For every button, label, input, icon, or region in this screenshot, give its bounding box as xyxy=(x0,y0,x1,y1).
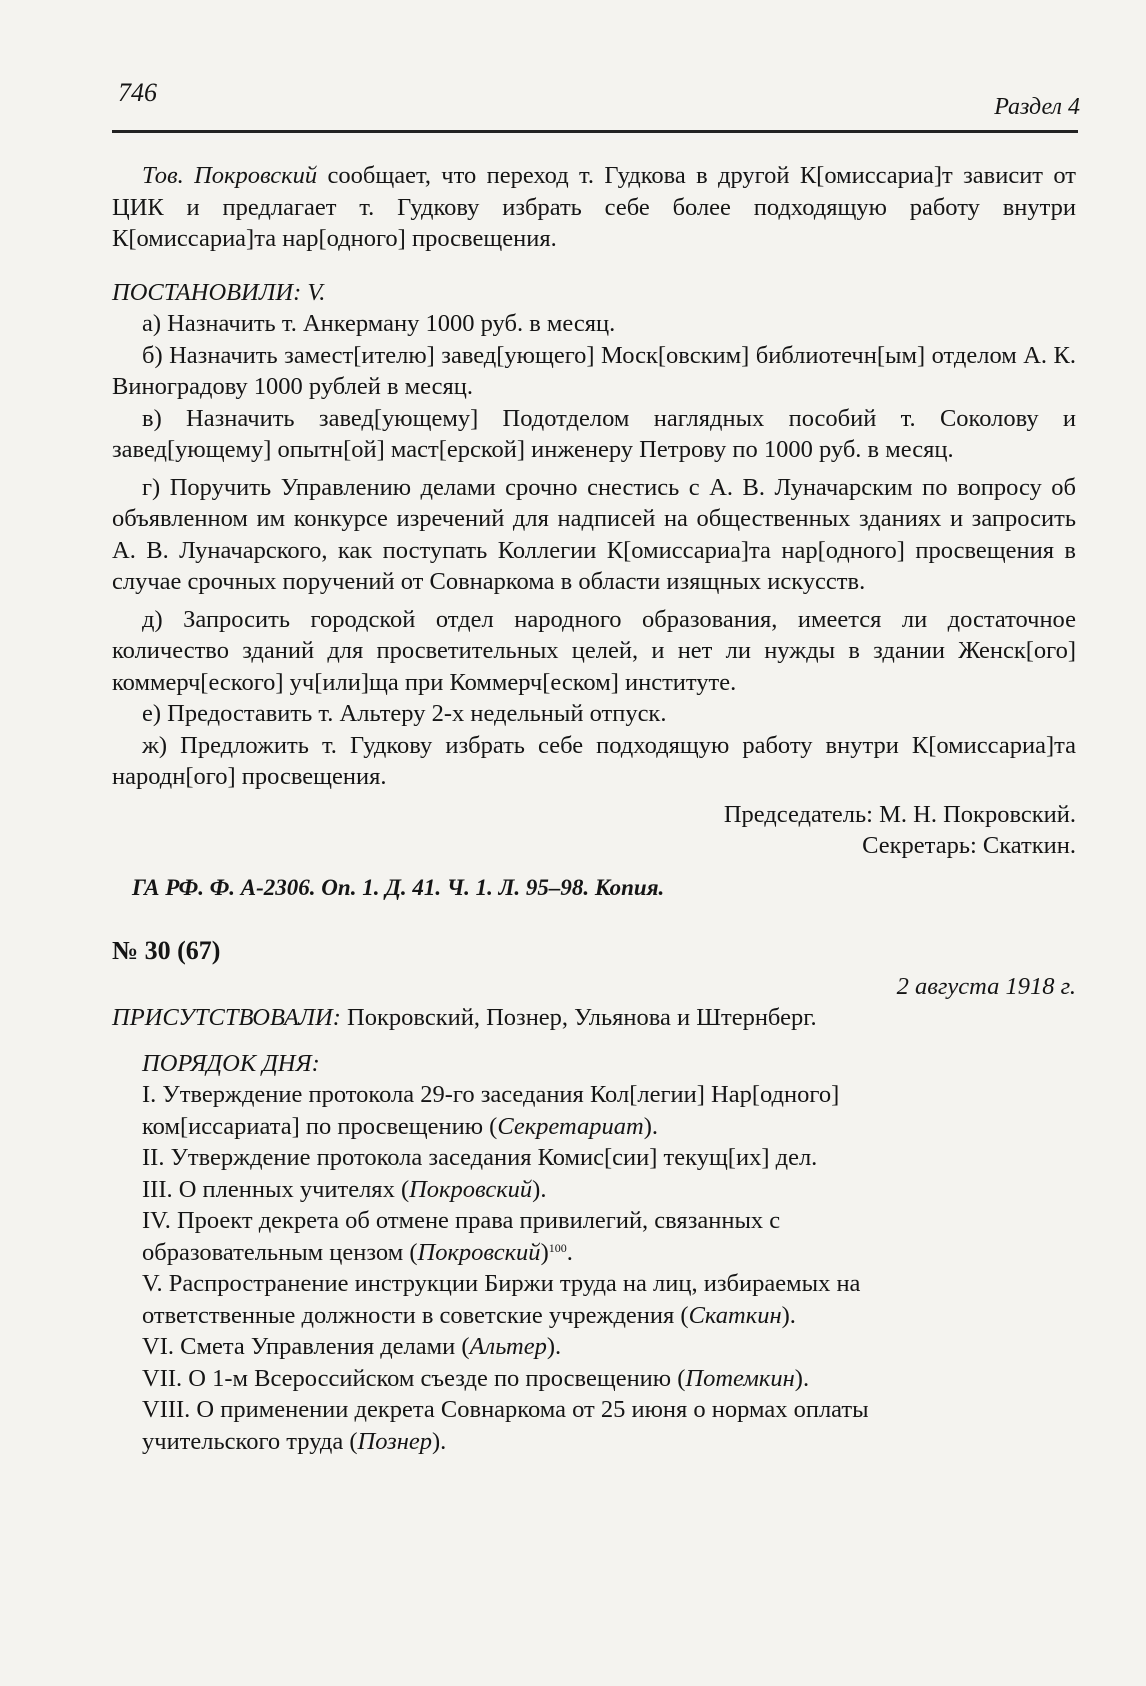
resolved-item-a: а) Назначить т. Анкерману 1000 руб. в месяц. xyxy=(142,310,616,337)
resolved-item-zh: ж) Предложить т. Гудкову избрать себе подходящую работу внутри К[омиссариа]та народн[ого] просвещения. xyxy=(112,731,1076,790)
present-names: Покровский, Познер, Ульянова и Штернберг. xyxy=(340,1004,817,1031)
document-number: № 30 (67) xyxy=(112,936,221,965)
footnote-ref: 100 xyxy=(548,1240,567,1255)
agenda-item: IV. Проект декрета об отмене права привилегий, связанных с образовательным цензом (Покровский)$^{100}$. xyxy=(142,1207,781,1266)
resolved-item-v: в) Назначить завед[ующему] Подотделом наглядных пособий т. Соколову и завед[ующему] опытн[ой] маст[ерской] инженеру Петрову по 1000 руб. в месяц. xyxy=(112,404,1076,463)
present-line xyxy=(112,1002,1076,1034)
agenda-item: VIII. О применении декрета Совнаркома от 25 июня о нормах оплаты учительского труда (Познер). xyxy=(142,1396,869,1455)
signature-secretary: Секретарь: Скаткин. xyxy=(862,832,1076,859)
intro-paragraph xyxy=(112,160,1076,255)
agenda-item: VI. Смета Управления делами (Альтер). xyxy=(142,1333,562,1360)
document-date: 2 августа 1918 г. xyxy=(896,972,1076,1000)
agenda-item: VII. О 1-м Всероссийском съезде по просвещению (Потемкин). xyxy=(142,1364,810,1392)
agenda-item: V. Распространение инструкции Биржи труда на лиц, избираемых на ответственные должности в советские учреждения (Скаткин). xyxy=(142,1270,861,1329)
resolved-item-d: д) Запросить городской отдел народного образования, имеется ли достаточное количество зданий для просветительных целей, и нет ли нужды в здании Женск[ого] коммерч[еского] уч[или]ща при Коммерч[еском] институте. xyxy=(112,605,1076,696)
agenda-item: III. О пленных учителях (Покровский). xyxy=(142,1175,547,1203)
agenda-heading: ПОРЯДОК ДНЯ: xyxy=(142,1049,320,1077)
header-rule xyxy=(112,130,1078,133)
signature-chair: Председатель: М. Н. Покровский. xyxy=(723,800,1076,828)
agenda-item: II. Утверждение протокола заседания Комис[сии] текущ[их] дел. xyxy=(142,1144,818,1171)
agenda-item: I. Утверждение протокола 29-го заседания Кол[легии] Нар[одного] ком[иссариата] по просвещению (Секретариат). xyxy=(142,1081,840,1140)
page-body xyxy=(112,160,1076,1457)
resolved-item-e: е) Предоставить т. Альтеру 2-х недельный отпуск. xyxy=(142,700,667,727)
intro-speaker: Тов. Покровский xyxy=(142,162,318,189)
intro-text: сообщает, что переход т. Гудкова в другой К[омиссариа]т зависит от ЦИК и предлагает т. Гудкову избрать себе более подходящую работу внутри К[омиссариа]та нар[одного] просвещения. xyxy=(112,162,1076,252)
present-label: ПРИСУТСТВОВАЛИ: xyxy=(112,1004,341,1031)
resolved-item-g: г) Поручить Управлению делами срочно снестись с А. В. Луначарским по вопросу об объявленном им конкурсе изречений для надписей на общественных зданиях и запросить А. В. Луначарского, как поступать Коллегии К[омиссариа]та нар[одного] просвещения в случае срочных поручений от Совнаркома в области изящных искусств. xyxy=(112,473,1076,595)
archive-source: ГА РФ. Ф. А-2306. Оп. 1. Д. 41. Ч. 1. Л. 95–98. Копия. xyxy=(132,874,665,900)
resolved-item-b: б) Назначить замест[ителю] завед[ующего] Моск[овским] библиотечн[ым] отделом А. К. Виноградову 1000 рублей в месяц. xyxy=(112,341,1076,400)
agenda-list xyxy=(112,1079,982,1457)
page-number: 746 xyxy=(118,78,157,107)
section-title: Раздел 4 xyxy=(994,94,1080,120)
resolved-heading: ПОСТАНОВИЛИ: V. xyxy=(112,278,326,306)
